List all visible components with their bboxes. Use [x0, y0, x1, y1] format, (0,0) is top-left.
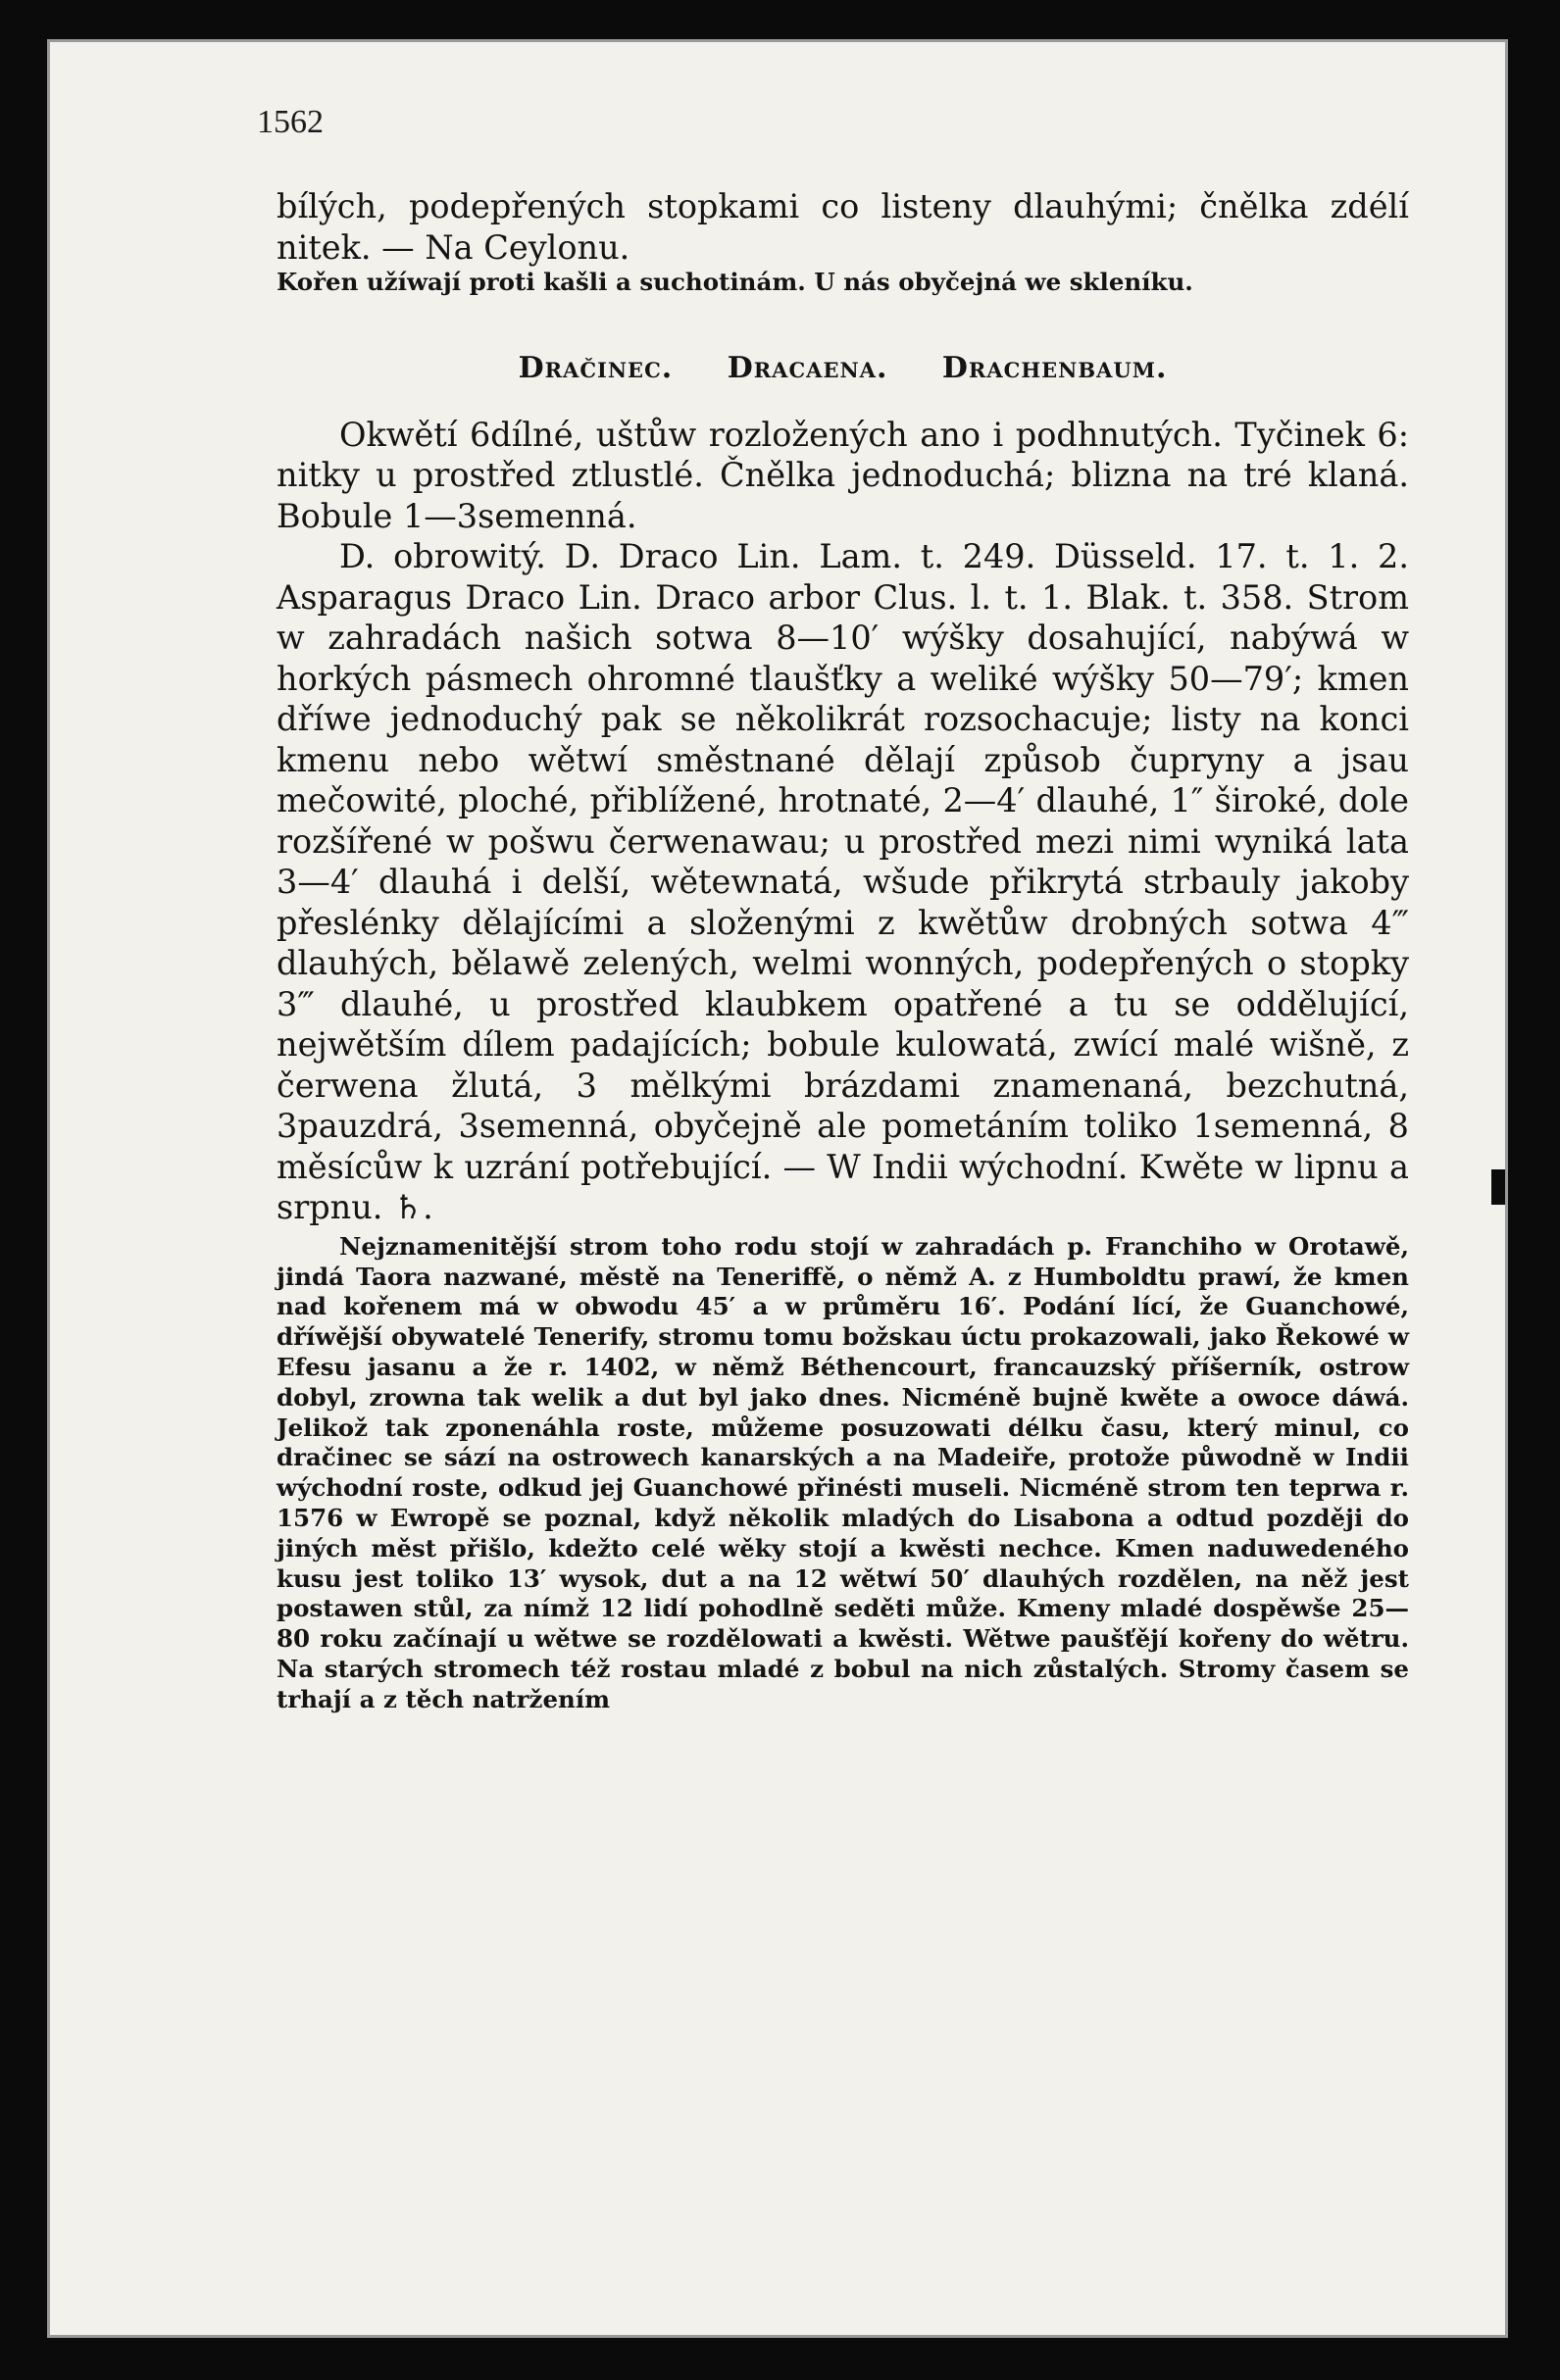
intro-note: Kořen užíwají proti kašli a suchotinám. U nás obyčejná we skleníku. [277, 268, 1193, 296]
species-description: D. obrowitý. D. Draco Lin. Lam. t. 249. Düsseld. 17. t. 1. 2. Asparagus Draco Lin. Draco arbor Clus. l. t. 1. Blak. t. 358. Strom w zahradách našich sotwa 8—10′ wýšky dosahující, nabýwá w horkých pásmech ohromné tlaušťky a weliké wýšky 50—79′; kmen dříwe jednoduchý pak se několikrát rozsochacuje; listy na konci kmenu nebo wětwí směstnané dělají způsob čupryny a jsau mečowité, ploché, přiblížené, hrotnaté, 2—4′ dlauhé, 1″ široké, dole rozšířené w pošwu čerwenawau; u prostřed mezi nimi wyniká lata 3—4′ dlauhá i delší, wětewnatá, wšude přikrytá strbauly jakoby přeslénky dělajícími a složenými z kwětůw drobných sotwa 4‴ dlauhých, bělawě zelených, welmi wonných, podepřených o stopky 3‴ dlauhé, u prostřed klaubkem opatřené a tu se oddělující, nejwětším dílem padajících; bobule kulowatá, zwící malé wišně, z čerwena žlutá, 3 mělkými brázdami znamenaná, bezchutná, 3pauzdrá, 3semenná, obyčejně ale pometáním toliko 1semenná, 8 měsícůw k uzrání potřebující. — W Indii wýchodní. Kwěte w lipnu a srpnu. ♄. [277, 537, 1409, 1227]
footnote-paragraph: Nejznamenitější strom toho rodu stojí w zahradách p. Franchiho w Orotawě, jindá Taora nazwané, městě na Teneriffě, o němž A. z Humboldtu prawí, že kmen nad kořenem má w obwodu 45′ a w průměru 16′. Podání lící, že Guanchowé, dříwější obywatelé Tenerify, stromu tomu božskau úctu prokazowali, jako Řekowé w Efesu jasanu a že r. 1402, w němž Béthencourt, francauzský příšerník, ostrow dobyl, zrowna tak welik a dut byl jako dnes. Nicméně bujně kwěte a owoce dáwá. Jelikož tak zponenáhla roste, můžeme posuzowati délku času, který minul, co dračinec se sází na ostrowech kanarských a na Madeiře, protože půwodně w Indii wýchodní roste, odkud jej Guanchowé přinésti museli. Nicméně strom ten teprwa r. 1576 w Ewropě se poznal, když několik mladých do Lisabona a odtud později do jiných měst přišlo, kdežto celé wěky stojí a kwěsti nechce. Kmen naduwedeného kusu jest toliko 13′ wysok, dut a na 12 wětwí 50′ dlauhých rozdělen, na něž jest postawen stůl, za nímž 12 lidí pohodlně seděti může. Kmeny mladé dospěwše 25—80 roku začínají u wětwe se rozdělowati a kwěsti. Wětwe paušťějí kořeny do wětru. Na starých stromech též rostau mladé z bobul na nich zůstalých. Stromy časem se trhají a z těch natržením [277, 1231, 1409, 1713]
page-number: 1562 [257, 104, 324, 140]
heading-german: Drachenbaum. [941, 350, 1168, 385]
heading-latin: Dracaena. [727, 350, 888, 385]
genus-heading [277, 351, 1409, 385]
edge-mark [1491, 1169, 1505, 1205]
heading-czech: Dračinec. [518, 350, 674, 385]
text-block [277, 186, 1409, 1715]
genus-description: Okwětí 6dílné, uštůw rozložených ano i podhnutých. Tyčinek 6: nitky u prostřed ztlustlé. Čnělka jednoduchá; blizna na tré klaná. Bobule 1—3semenná. [277, 415, 1409, 535]
intro-paragraph: bílých, podepřených stopkami co listeny dlauhými; čnělka zdélí nitek. — Na Ceylonu. [277, 187, 1409, 267]
